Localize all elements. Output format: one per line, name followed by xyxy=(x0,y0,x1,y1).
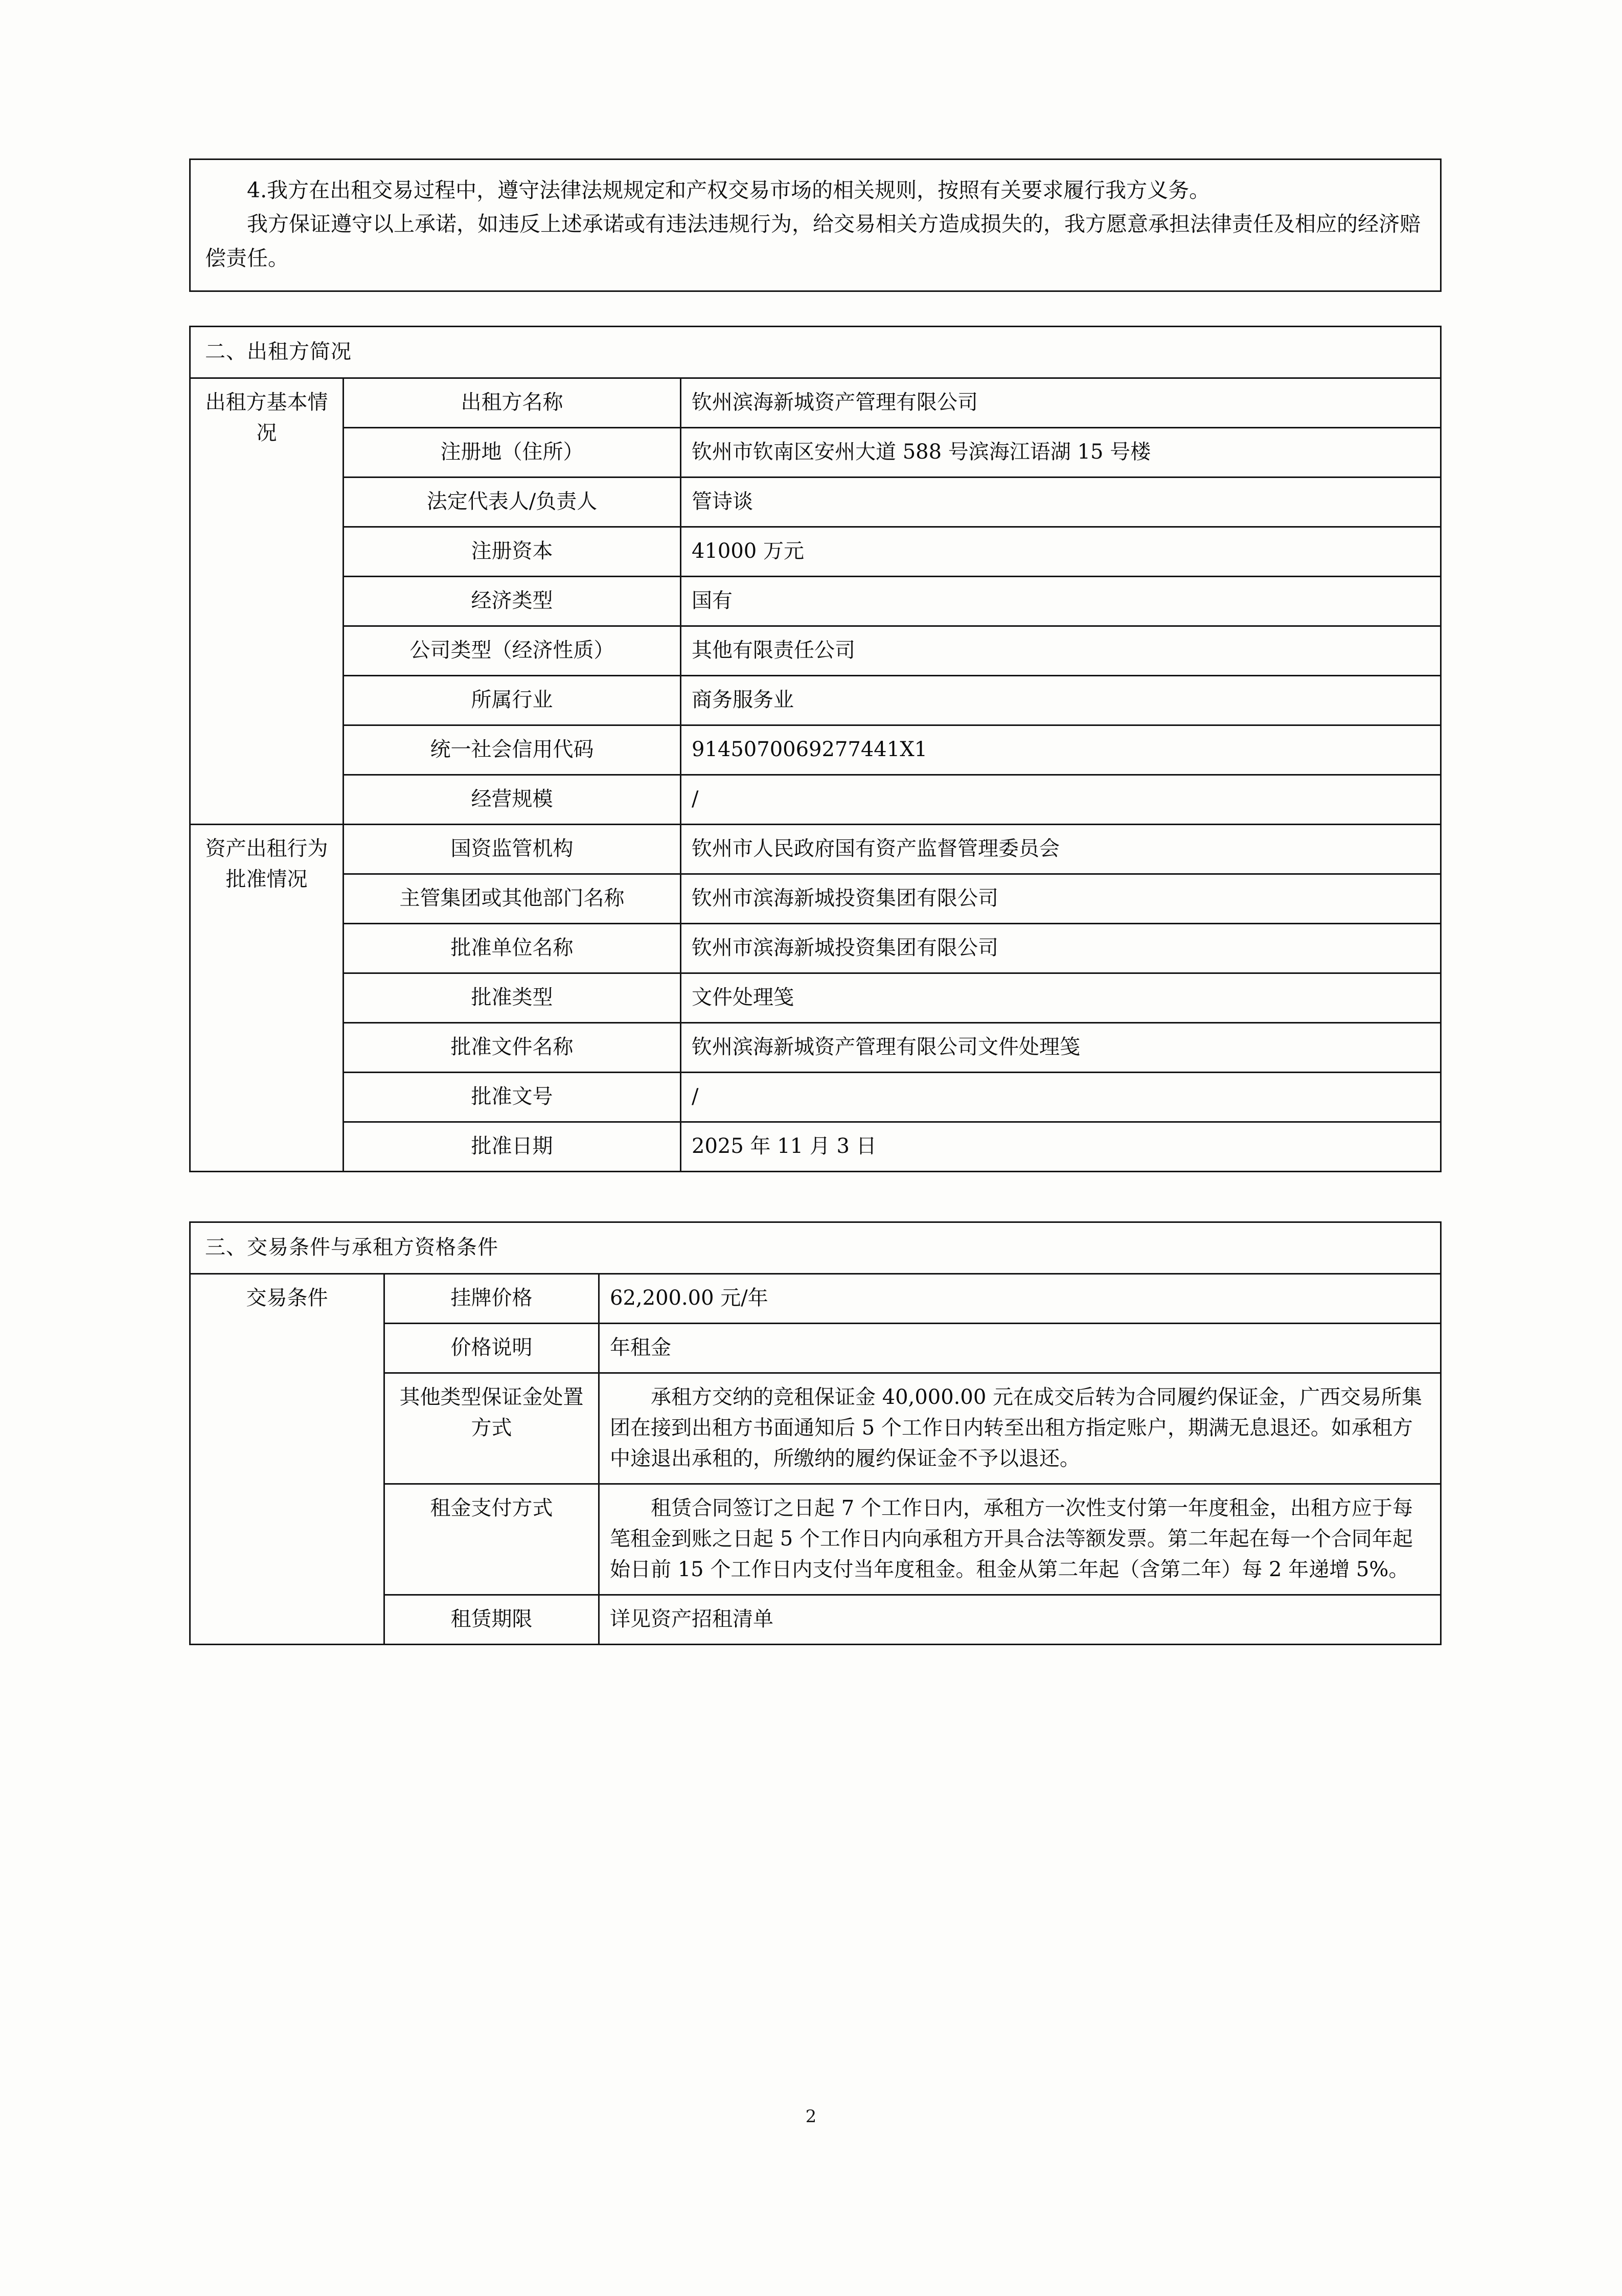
row-value: 租赁合同签订之日起 7 个工作日内，承租方一次性支付第一年度租金，出租方应于每笔租金到账之日起 5 个工作日内向承租方开具合法等额发票。第二年起在每一个合同年起始日前 15 个工作日内支付当年度租金。租金从第二年起（含第二年）每 2 年递增 5%。 xyxy=(599,1484,1441,1595)
table-row xyxy=(190,1073,1441,1122)
row-value: 62,200.00 元/年 xyxy=(599,1274,1441,1324)
row-label: 价格说明 xyxy=(384,1324,599,1373)
commitment-paragraph-1: 4.我方在出租交易过程中，遵守法律法规规定和产权交易市场的相关规则，按照有关要求履行我方义务。 xyxy=(247,178,1210,202)
row-value: 文件处理笺 xyxy=(681,973,1441,1023)
table-row xyxy=(190,378,1441,428)
row-label: 经济类型 xyxy=(344,577,681,626)
table-row xyxy=(190,775,1441,825)
table-row xyxy=(190,676,1441,725)
page-content xyxy=(189,158,1442,1645)
row-value: 钦州滨海新城资产管理有限公司 xyxy=(681,378,1441,428)
row-value: 国有 xyxy=(681,577,1441,626)
row-value: 钦州滨海新城资产管理有限公司文件处理笺 xyxy=(681,1023,1441,1073)
table-row xyxy=(190,874,1441,924)
table-row xyxy=(190,478,1441,527)
row-label: 批准文件名称 xyxy=(344,1023,681,1073)
table-row xyxy=(190,327,1441,378)
commitment-paragraph-2: 我方保证遵守以上承诺，如违反上述承诺或有违法违规行为，给交易相关方造成损失的，我方愿意承担法律责任及相应的经济赔偿责任。 xyxy=(205,212,1421,270)
row-label: 法定代表人/负责人 xyxy=(344,478,681,527)
lessor-basic-info-label: 出租方基本情况 xyxy=(190,378,344,825)
table-row xyxy=(190,626,1441,676)
row-value: 钦州市人民政府国有资产监督管理委员会 xyxy=(681,825,1441,874)
transaction-conditions-table xyxy=(189,1221,1442,1645)
spacer xyxy=(189,292,1442,326)
row-label: 批准日期 xyxy=(344,1122,681,1172)
table-row xyxy=(190,1122,1441,1172)
row-value: 年租金 xyxy=(599,1324,1441,1373)
row-value: 商务服务业 xyxy=(681,676,1441,725)
section3-heading: 三、交易条件与承租方资格条件 xyxy=(190,1222,1441,1274)
row-value: 承租方交纳的竞租保证金 40,000.00 元在成交后转为合同履约保证金，广西交易所集团在接到出租方书面通知后 5 个工作日内转至出租方指定账户，期满无息退还。如承租方中途退出承租的，所缴纳的履约保证金不予以退还。 xyxy=(599,1373,1441,1484)
row-label: 主管集团或其他部门名称 xyxy=(344,874,681,924)
row-value: 钦州市滨海新城投资集团有限公司 xyxy=(681,924,1441,973)
row-label: 批准文号 xyxy=(344,1073,681,1122)
table-row xyxy=(190,428,1441,478)
row-label: 公司类型（经济性质） xyxy=(344,626,681,676)
row-label: 国资监管机构 xyxy=(344,825,681,874)
row-label: 批准单位名称 xyxy=(344,924,681,973)
section2-heading: 二、出租方简况 xyxy=(190,327,1441,378)
row-value: 41000 万元 xyxy=(681,527,1441,577)
spacer xyxy=(189,1172,1442,1221)
row-label: 租赁期限 xyxy=(384,1595,599,1645)
row-label: 所属行业 xyxy=(344,676,681,725)
table-row xyxy=(190,1222,1441,1274)
table-row xyxy=(190,1023,1441,1073)
row-value: / xyxy=(681,1073,1441,1122)
row-label: 挂牌价格 xyxy=(384,1274,599,1324)
row-value: 钦州市滨海新城投资集团有限公司 xyxy=(681,874,1441,924)
row-label: 经营规模 xyxy=(344,775,681,825)
row-label: 批准类型 xyxy=(344,973,681,1023)
table-row xyxy=(190,924,1441,973)
row-label: 其他类型保证金处置方式 xyxy=(384,1373,599,1484)
lessor-profile-table xyxy=(189,326,1442,1172)
row-label: 租金支付方式 xyxy=(384,1484,599,1595)
transaction-conditions-label: 交易条件 xyxy=(190,1274,384,1645)
row-value: 2025 年 11 月 3 日 xyxy=(681,1122,1441,1172)
table-row xyxy=(190,973,1441,1023)
page-number: 2 xyxy=(805,2106,817,2127)
row-value: 9145070069277441X1 xyxy=(681,725,1441,775)
row-label: 出租方名称 xyxy=(344,378,681,428)
table-row xyxy=(190,825,1441,874)
row-value: 详见资产招租清单 xyxy=(599,1595,1441,1645)
row-label: 统一社会信用代码 xyxy=(344,725,681,775)
row-label: 注册资本 xyxy=(344,527,681,577)
table-row xyxy=(190,725,1441,775)
row-value: 钦州市钦南区安州大道 588 号滨海江语湖 15 号楼 xyxy=(681,428,1441,478)
commitment-paragraph-box xyxy=(189,158,1442,292)
table-row xyxy=(190,1274,1441,1324)
row-value: / xyxy=(681,775,1441,825)
table-row xyxy=(190,577,1441,626)
table-row xyxy=(190,527,1441,577)
row-value: 其他有限责任公司 xyxy=(681,626,1441,676)
row-label: 注册地（住所） xyxy=(344,428,681,478)
row-value: 管诗谈 xyxy=(681,478,1441,527)
approval-info-label: 资产出租行为批准情况 xyxy=(190,825,344,1172)
